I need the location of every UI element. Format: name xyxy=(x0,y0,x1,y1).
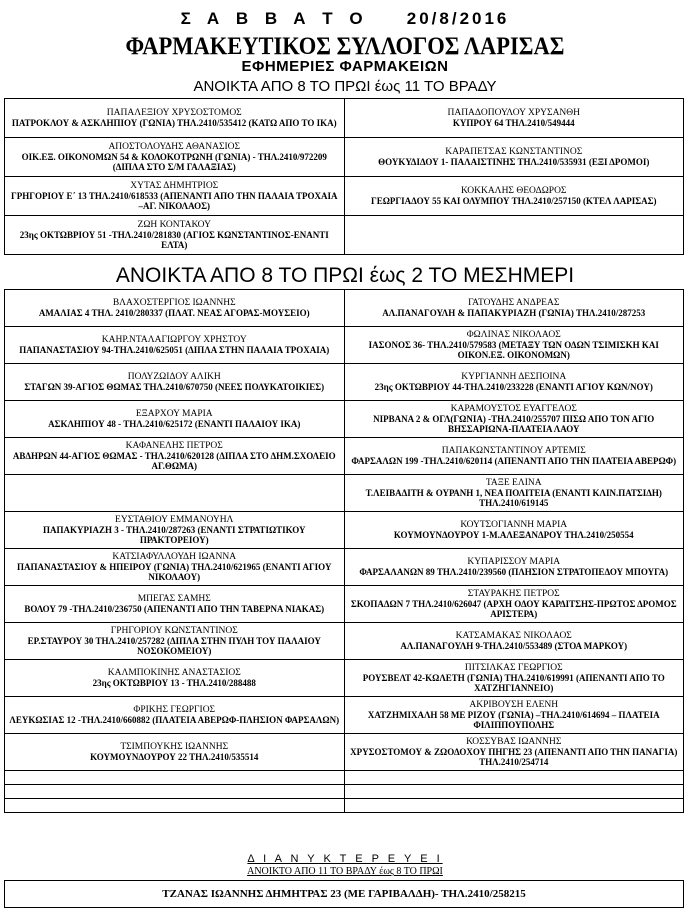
table-row xyxy=(5,99,684,138)
pharmacy-cell xyxy=(344,549,684,586)
pharmacy-cell xyxy=(5,586,345,623)
pharmacy-cell xyxy=(344,660,684,697)
pharmacist-name: ΚΑΤΣΑΜΑΚΑΣ ΝΙΚΟΛΑΟΣ xyxy=(455,631,572,641)
pharmacy-cell xyxy=(344,138,684,177)
pharmacy-cell xyxy=(344,401,684,438)
pharmacy-cell xyxy=(5,177,345,216)
noon-pharmacies-table xyxy=(4,289,684,813)
pharmacy-address: ΓΡΗΓΟΡΙΟΥ Ε΄ 13 ΤΗΛ.2410/618533 (ΑΠΕΝΑΝΤΙ ΑΠΟ ΤΗΝ ΠΑΛΑΙΑ ΤΡΟΧΑΙΑ –ΑΓ. ΝΙΚΟΛΑΟΣ) xyxy=(11,191,338,211)
section-noon-heading: ΑΝΟΙΚΤΑ ΑΠΟ 8 ΤΟ ΠΡΩΙ έως 2 ΤΟ ΜΕΣΗΜΕΡΙ xyxy=(115,264,575,287)
table-row xyxy=(5,734,684,771)
pharmacy-address: ΚΥΠΡΟΥ 64 ΤΗΛ.2410/549444 xyxy=(452,118,575,128)
pharmacy-address: ΣΚΟΠΑΔΩΝ 7 ΤΗΛ.2410/626047 (ΑΡΧΗ ΟΔΟΥ ΚΑΡΔΙΤΣΗΣ-ΠΡΩΤΟΣ ΔΡΟΜΟΣ ΑΡΙΣΤΕΡΑ) xyxy=(350,599,677,619)
document-title: ΕΦΗΜΕΡΙΕΣ ΦΑΡΜΑΚΕΙΩΝ xyxy=(241,58,449,75)
pharmacy-address: ΓΕΩΡΓΙΑΔΟΥ 55 ΚΑΙ ΟΛΥΜΠΟΥ ΤΗΛ.2410/257150 (ΚΤΕΛ ΛΑΡΙΣΑΣ) xyxy=(371,196,657,206)
pharmacist-name: ΠΙΤΣΙΛΚΑΣ ΓΕΩΡΓΙΟΣ xyxy=(464,663,563,673)
table-row xyxy=(5,438,684,475)
pharmacist-name: ΠΟΛΥΖΩΙΔΟΥ ΑΛΙΚΗ xyxy=(127,372,221,382)
pharmacy-address: Τ.ΛΕΙΒΑΔΙΤΗ & ΟΥΡΑΝΗ 1, ΝΕΑ ΠΟΛΙΤΕΙΑ (ΕΝΑΝΤΙ ΚΛΙΝ.ΠΑΤΣΙΔΗ) ΤΗΛ.2410/619145 xyxy=(365,488,662,508)
night-duty-pharmacy: ΤΖΑΝΑΣ ΙΩΑΝΝΗΣ ΔΗΜΗΤΡΑΣ 23 (ΜΕ ΓΑΡΙΒΑΛΔΗ)- ΤΗΛ.2410/258215 xyxy=(4,880,684,908)
pharmacy-address: ΡΟΥΣΒΕΛΤ 42-ΚΩΛΕΤΗ (ΓΩΝΙΑ) ΤΗΛ.2410/619991 (ΑΠΕΝΑΝΤΙ ΑΠΟ ΤΟ ΧΑΤΖΗΓΙΑΝΝΕΙΟ) xyxy=(362,673,665,693)
table-row xyxy=(5,697,684,734)
pharmacy-address: ΒΟΛΟΥ 79 -ΤΗΛ.2410/236750 (ΑΠΕΝΑΝΤΙ ΑΠΟ ΤΗΝ ΤΑΒΕΡΝΑ ΝΙΑΚΑΣ) xyxy=(24,604,325,614)
empty-cell xyxy=(344,799,684,813)
night-duty-hours: ΑΝΟΙΚΤΟ ΑΠΟ 11 ΤΟ ΒΡΑΔΥ έως 8 ΤΟ ΠΡΩΙ xyxy=(247,866,443,877)
pharmacy-address: ΑΒΔΗΡΩΝ 44-ΑΓΙΟΣ ΘΩΜΑΣ - ΤΗΛ.2410/620128 (ΔΙΠΛΑ ΣΤΟ ΔΗΜ.ΣΧΟΛΕΙΟ ΑΓ.ΘΩΜΑ) xyxy=(12,451,336,471)
empty-row xyxy=(5,785,684,799)
pharmacist-name: ΚΟΚΚΑΛΗΣ ΘΕΟΔΩΡΟΣ xyxy=(461,186,567,196)
pharmacy-address: ΛΕΥΚΩΣΙΑΣ 12 -ΤΗΛ.2410/660882 (ΠΛΑΤΕΙΑ ΑΒΕΡΩΦ-ΠΛΗΣΙΟΝ ΦΑΡΣΑΛΩΝ) xyxy=(9,715,340,725)
pharmacist-name: ΦΡΙΚΗΣ ΓΕΩΡΓΙΟΣ xyxy=(133,705,216,715)
pharmacy-cell xyxy=(5,99,345,138)
pharmacist-name: ΓΡΗΓΟΡΙΟΥ ΚΩΝΣΤΑΝΤΙΝΟΣ xyxy=(110,626,238,636)
pharmacy-cell xyxy=(5,475,345,512)
pharmacy-address: 23ης ΟΚΤΩΒΡΙΟΥ 44-ΤΗΛ.2410/233228 (ΕΝΑΝΤΙ ΑΓΙΟΥ ΚΩΝ/ΝΟΥ) xyxy=(374,382,653,392)
pharmacy-cell xyxy=(5,512,345,549)
pharmacist-name: ΕΞΑΡΧΟΥ ΜΑΡΙΑ xyxy=(135,409,213,419)
pharmacy-cell xyxy=(5,290,345,327)
pharmacy-cell xyxy=(5,549,345,586)
pharmacist-name: ΖΩΗ ΚΟΝΤΑΚΟΥ xyxy=(137,220,211,230)
pharmacist-name: ΚΑΗΡ.ΝΤΑΛΑΓΙΩΡΓΟΥ ΧΡΗΣΤΟΥ xyxy=(101,335,247,345)
evening-pharmacies-table xyxy=(4,98,684,255)
empty-cell xyxy=(5,771,345,785)
pharmacy-address: ΠΑΠΑΝΑΣΤΑΣΙΟΥ 94-ΤΗΛ.2410/625051 (ΔΙΠΛΑ ΣΤΗΝ ΠΑΛΑΙΑ ΤΡΟΧΑΙΑ) xyxy=(19,345,330,355)
pharmacy-cell xyxy=(5,401,345,438)
pharmacy-cell xyxy=(344,586,684,623)
pharmacy-cell xyxy=(344,327,684,364)
pharmacist-name: ΒΛΑΧΟΣΤΕΡΓΙΟΣ ΙΩΑΝΝΗΣ xyxy=(112,298,236,308)
pharmacist-name: ΓΑΤΟΥΔΗΣ ΑΝΔΡΕΑΣ xyxy=(468,298,560,308)
pharmacist-name: ΧΥΤΑΣ ΔΗΜΗΤΡΙΟΣ xyxy=(130,181,219,191)
pharmacist-name: ΑΠΟΣΤΟΛΟΥΔΗΣ ΑΘΑΝΑΣΙΟΣ xyxy=(108,142,241,152)
pharmacy-address: ΠΑΠΑΝΑΣΤΑΣΙΟΥ & ΗΠΕΙΡΟΥ (ΓΩΝΙΑ) ΤΗΛ.2410/621965 (ΕΝΑΝΤΙ ΑΓΙΟΥ ΝΙΚΟΛΑΟΥ) xyxy=(17,562,332,582)
pharmacy-address: ΟΙΚ.ΕΞ. ΟΙΚΟΝΟΜΩΝ 54 & ΚΟΛΟΚΟΤΡΩΝΗ (ΓΩΝΙΑ) - ΤΗΛ.2410/972209 (ΔΙΠΛΑ ΣΤΟ Σ/Μ ΓΑΛΑΞΙΑΣ) xyxy=(21,152,327,172)
pharmacist-name: ΑΚΡΙΒΟΥΣΗ ΕΛΕΝΗ xyxy=(469,700,559,710)
table-row xyxy=(5,364,684,401)
pharmacy-address: ΕΡ.ΣΤΑΥΡΟΥ 30 ΤΗΛ.2410/257282 (ΔΙΠΛΑ ΣΤΗΝ ΠΥΛΗ ΤΟΥ ΠΑΛΑΙΟΥ ΝΟΣΟΚΟΜΕΙΟΥ) xyxy=(27,636,321,656)
pharmacist-name: ΠΑΠΑΔΟΠΟΥΛΟΥ ΧΡΥΣΑΝΘΗ xyxy=(447,108,581,118)
table-row xyxy=(5,660,684,697)
night-duty-title: Δ Ι Α Ν Υ Κ Τ Ε Ρ Ε Υ Ε Ι xyxy=(247,853,443,865)
table-row xyxy=(5,290,684,327)
pharmacy-address: 23ης ΟΚΤΩΒΡΙΟΥ 51 -ΤΗΛ.2410/281830 (ΑΓΙΟΣ ΚΩΝΣΤΑΝΤΙΝΟΣ-ΕΝΑΝΤΙ ΕΛΤΑ) xyxy=(19,230,329,250)
pharmacy-cell xyxy=(344,216,684,255)
table-row xyxy=(5,549,684,586)
pharmacy-cell xyxy=(5,327,345,364)
pharmacy-address: ΦΑΡΣΑΛΑΝΩΝ 89 ΤΗΛ.2410/239560 (ΠΛΗΣΙΟΝ ΣΤΡΑΤΟΠΕΔΟΥ ΜΠΟΥΓΑ) xyxy=(359,567,669,577)
pharmacy-address: ΦΑΡΣΑΛΩΝ 199 -ΤΗΛ.2410/620114 (ΑΠΕΝΑΝΤΙ ΑΠΟ ΤΗΝ ΠΛΑΤΕΙΑ ΑΒΕΡΩΦ) xyxy=(351,456,677,466)
table-row xyxy=(5,512,684,549)
pharmacy-cell xyxy=(344,177,684,216)
pharmacist-name: ΚΟΥΤΣΟΓΙΑΝΝΗ ΜΑΡΙΑ xyxy=(460,520,568,530)
pharmacy-address: ΑΜΑΛΙΑΣ 4 ΤΗΛ. 2410/280337 (ΠΛΑΤ. ΝΕΑΣ ΑΓΟΡΑΣ-ΜΟΥΣΕΙΟ) xyxy=(38,308,310,318)
pharmacist-name: ΚΥΡΓΙΑΝΝΗ ΔΕΣΠΟΙΝΑ xyxy=(461,372,567,382)
pharmacist-name: ΚΑΛΜΠΟΚΙΝΗΣ ΑΝΑΣΤΑΣΙΟΣ xyxy=(107,668,241,678)
empty-cell xyxy=(344,771,684,785)
pharmacy-address: ΑΛ.ΠΑΝΑΓΟΥΛΗ 9-ΤΗΛ.2410/553489 (ΣΤΟΑ ΜΑΡΚΟΥ) xyxy=(400,641,628,651)
pharmacy-cell xyxy=(5,734,345,771)
pharmacy-address: ΑΣΚΛΗΠΙΟΥ 48 - ΤΗΛ.2410/625172 (ΕΝΑΝΤΙ ΠΑΛΑΙΟΥ ΙΚΑ) xyxy=(48,419,301,429)
pharmacy-address: ΝΙΡΒΑΝΑ 2 & ΟΓΛ(ΓΩΝΙΑ) -ΤΗΛ.2410/255707 ΠΙΣΩ ΑΠΟ ΤΟΝ ΑΓΙΟ ΒΗΣΣΑΡΙΩΝΑ-ΠΛΑΤΕΙΑ ΛΑΟΥ xyxy=(373,414,655,434)
pharmacy-cell xyxy=(344,99,684,138)
pharmacist-name: ΚΥΠΑΡΙΣΣΟΥ ΜΑΡΙΑ xyxy=(467,557,561,567)
pharmacist-name: ΠΑΠΑΛΕΞΙΟΥ ΧΡΥΣΟΣΤΟΜΟΣ xyxy=(106,108,242,118)
pharmacist-name: ΦΩΛΙΝΑΣ ΝΙΚΟΛΑΟΣ xyxy=(466,330,561,340)
table-row xyxy=(5,623,684,660)
section-evening-heading: ΑΝΟΙΚΤΑ ΑΠΟ 8 ΤΟ ΠΡΩΙ έως 11 ΤΟ ΒΡΑΔΥ xyxy=(193,78,497,95)
pharmacist-name: ΚΑΤΣΙΑΦΥΛΛΟΥΔΗ ΙΩΑΝΝΑ xyxy=(112,552,237,562)
pharmacy-cell xyxy=(344,734,684,771)
pharmacy-cell xyxy=(5,660,345,697)
pharmacy-cell xyxy=(344,623,684,660)
pharmacy-cell xyxy=(5,216,345,255)
pharmacist-name: ΤΑΞΕ ΕΛΙΝΑ xyxy=(485,478,542,488)
pharmacy-cell xyxy=(5,364,345,401)
pharmacist-name: ΕΥΣΤΑΘΙΟΥ ΕΜΜΑΝΟΥΗΛ xyxy=(115,515,234,525)
pharmacy-cell xyxy=(5,438,345,475)
empty-cell xyxy=(344,785,684,799)
table-row xyxy=(5,327,684,364)
pharmacy-cell xyxy=(344,512,684,549)
association-title: ΦΑΡΜΑΚΕΥΤΙΚΟΣ ΣΥΛΛΟΓΟΣ ΛΑΡΙΣΑΣ xyxy=(125,33,565,60)
pharmacy-address: ΠΑΠΑΚΥΡΙΑΖΗ 3 - ΤΗΛ.2410/287263 (ΕΝΑΝΤΙ ΣΤΡΑΤΙΩΤΙΚΟΥ ΠΡΑΚΤΟΡΕΙΟΥ) xyxy=(42,525,306,545)
date-heading: Σ Α Β Β Α Τ Ο 20/8/2016 xyxy=(180,9,510,28)
pharmacist-name: ΠΑΠΑΚΩΝΣΤΑΝΤΙΝΟΥ ΑΡΤΕΜΙΣ xyxy=(441,446,586,456)
pharmacist-name: ΣΤΑΥΡΑΚΗΣ ΠΕΤΡΟΣ xyxy=(467,589,560,599)
pharmacy-cell xyxy=(5,138,345,177)
pharmacist-name: ΤΣΙΜΠΟΥΚΗΣ ΙΩΑΝΝΗΣ xyxy=(120,742,229,752)
pharmacist-name: ΚΑΡΑΜΟΥΣΤΟΣ ΕΥΑΓΓΕΛΟΣ xyxy=(450,404,577,414)
table-row xyxy=(5,216,684,255)
pharmacy-address: ΑΛ.ΠΑΝΑΓΟΥΛΗ & ΠΑΠΑΚΥΡΙΑΖΗ (ΓΩΝΙΑ) ΤΗΛ.2410/287253 xyxy=(382,308,646,318)
empty-row xyxy=(5,799,684,813)
pharmacy-address: ΠΑΤΡΟΚΛΟΥ & ΑΣΚΛΗΠΙΟΥ (ΓΩΝΙΑ) ΤΗΛ.2410/535412 (ΚΑΤΩ ΑΠΟ ΤΟ ΙΚΑ) xyxy=(11,118,337,128)
empty-row xyxy=(5,771,684,785)
pharmacist-name: ΚΟΣΣΥΒΑΣ ΙΩΑΝΝΗΣ xyxy=(466,737,562,747)
table-row xyxy=(5,138,684,177)
empty-cell xyxy=(5,785,345,799)
pharmacy-address: ΚΟΥΜΟΥΝΔΟΥΡΟΥ 1-Μ.ΑΛΕΞΑΝΔΡΟΥ ΤΗΛ.2410/250554 xyxy=(393,530,634,540)
pharmacy-address: ΚΟΥΜΟΥΝΔΟΥΡΟΥ 22 ΤΗΛ.2410/535514 xyxy=(90,752,259,762)
pharmacist-name: ΚΑΡΑΠΕΤΣΑΣ ΚΩΝΣΤΑΝΤΙΝΟΣ xyxy=(445,147,583,157)
pharmacy-cell xyxy=(5,623,345,660)
empty-cell xyxy=(5,799,345,813)
pharmacy-cell xyxy=(344,364,684,401)
pharmacist-name: ΜΠΕΓΑΣ ΣΑΜΗΣ xyxy=(137,594,211,604)
pharmacy-cell xyxy=(344,290,684,327)
pharmacy-address: ΘΟΥΚΥΔΙΔΟΥ 1- ΠΑΛΑΙΣΤΙΝΗΣ ΤΗΛ.2410/535931 (ΕΞΙ ΔΡΟΜΟΙ) xyxy=(378,157,650,167)
table-row xyxy=(5,177,684,216)
table-row xyxy=(5,586,684,623)
pharmacy-address: ΙΑΣΟΝΟΣ 36- ΤΗΛ.2410/579583 (ΜΕΤΑΞΥ ΤΩΝ ΟΔΩΝ ΤΣΙΜΙΣΚΗ ΚΑΙ ΟΙΚΟΝ.ΕΞ. ΟΙΚΟΝΟΜΩΝ) xyxy=(368,340,659,360)
table-row xyxy=(5,401,684,438)
pharmacy-address: 23ης ΟΚΤΩΒΡΙΟΥ 13 - ΤΗΛ.2410/288488 xyxy=(92,678,256,688)
pharmacy-cell xyxy=(5,697,345,734)
pharmacy-address: ΣΤΑΓΩΝ 39-ΑΓΙΟΣ ΘΩΜΑΣ ΤΗΛ.2410/670750 (ΝΕΕΣ ΠΟΛΥΚΑΤΟΙΚΙΕΣ) xyxy=(24,382,325,392)
pharmacy-cell xyxy=(344,697,684,734)
pharmacy-cell xyxy=(344,438,684,475)
pharmacy-address: ΧΑΤΖΗΜΙΧΑΛΗ 58 ΜΕ ΡΙΖΟΥ (ΓΩΝΙΑ) –ΤΗΛ.2410/614694 – ΠΛΑΤΕΙΑ ΦΙΛΙΠΠΟΥΠΟΛΗΣ xyxy=(367,710,660,730)
pharmacy-address: ΧΡΥΣΟΣΤΟΜΟΥ & ΖΩΟΔΟΧΟΥ ΠΗΓΗΣ 23 (ΑΠΕΝΑΝΤΙ ΑΠΟ ΤΗΝ ΠΑΝΑΓΙΑ) ΤΗΛ.2410/254714 xyxy=(350,747,678,767)
pharmacist-name: ΚΑΦΑΝΕΛΗΣ ΠΕΤΡΟΣ xyxy=(125,441,223,451)
pharmacy-cell xyxy=(344,475,684,512)
table-row xyxy=(5,475,684,512)
